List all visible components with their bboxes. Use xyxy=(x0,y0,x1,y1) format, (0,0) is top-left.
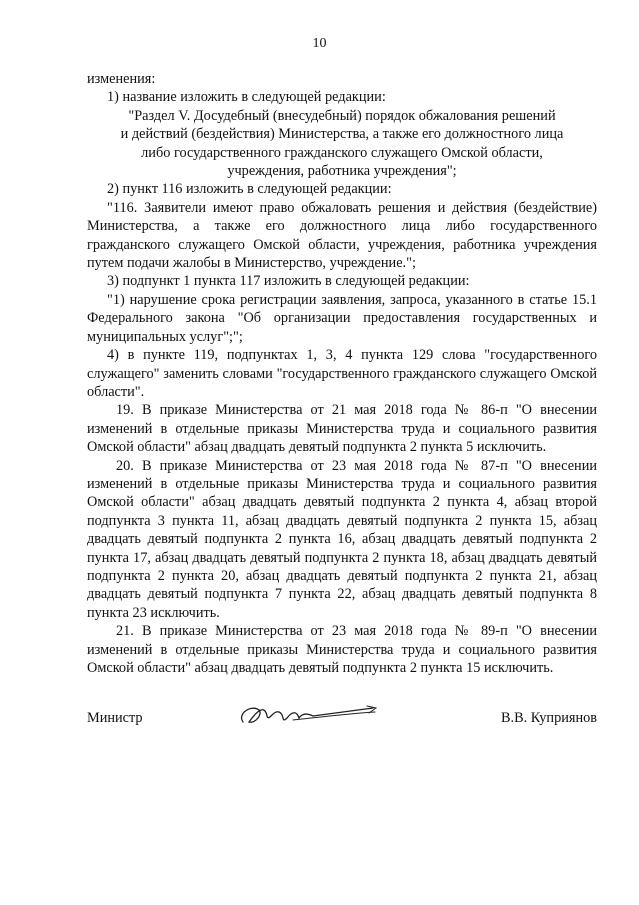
page-number: 10 xyxy=(312,36,327,51)
section-title-line-1: "Раздел V. Досудебный (внесудебный) порядок обжалования решений xyxy=(128,107,556,124)
item-3-heading: 3) подпункт 1 пункта 117 изложить в следующей редакции: xyxy=(107,273,470,290)
clause-21: 21. В приказе Министерства от 23 мая 2018 года № 89-п "О внесении изменений в отдельные приказы Министерства труда и социального развития Омской области" абзац двадцать девятый подпункта 2 пункта 15 исключить. xyxy=(87,623,597,676)
signatory-title: Министр xyxy=(87,710,143,726)
clause-20: 20. В приказе Министерства от 23 мая 2018 года № 87-п "О внесении изменений в отдельные приказы Министерства труда и социального развития Омской области" абзац двадцать девятый подпункта 2 пункта 4, абзац второй подпункта 3 пункта 11, абзац двадцать девятый подпункта 2 пункта 15, абзац двадцать девятый подпункта 2 пункта 16, абзац двадцать девятый подпункта 2 пункта 17, абзац двадцать девятый подпункта 2 пункта 18, абзац двадцать девятый подпункта 2 пункта 20, абзац двадцать девятый подпункта 2 пункта 21, абзац двадцать девятый подпункта 7 пункта 22, абзац двадцать девятый подпункта 8 пункта 23 исключить. xyxy=(87,457,597,621)
item-1-heading: 1) название изложить в следующей редакции: xyxy=(107,89,386,106)
paragraph-intro: изменения: xyxy=(87,71,156,87)
clause-19: 19. В приказе Министерства от 21 мая 2018 года № 86-п "О внесении изменений в отдельные приказы Министерства труда и социального развития Омской области" абзац двадцать девятый подпункта 2 пункта 5 исключить. xyxy=(87,402,597,456)
item-3-text: "1) нарушение срока регистрации заявления, запроса, указанного в статье 15.1 Федерального закона "Об организации предоставления государственных и муниципальных услуг";"; xyxy=(87,291,597,345)
section-title-line-3: либо государственного гражданского служащего Омской области, xyxy=(141,144,543,161)
item-2-text: "116. Заявители имеют право обжаловать решения и действия (бездействие) Министерства, а также его должностного лица либо государственного гражданского служащего Омской области, учреждения, работника учреждения путем подачи жалобы в Министерство, учреждение."; xyxy=(87,199,597,272)
signatory-name: В.В. Куприянов xyxy=(501,710,597,726)
section-title-line-2: и действий (бездействия) Министерства, а также его должностного лица xyxy=(120,126,564,143)
item-2-heading: 2) пункт 116 изложить в следующей редакции: xyxy=(107,181,392,198)
item-4-text: 4) в пункте 119, подпунктах 1, 3, 4 пункта 129 слова "государственного служащего" заменить словами "государственного гражданского служащего Омской области". xyxy=(87,347,597,400)
section-title-line-4: учреждения, работника учреждения"; xyxy=(227,163,457,180)
signature-block xyxy=(87,700,597,736)
document-body xyxy=(87,70,597,677)
handwritten-signature xyxy=(233,700,383,734)
